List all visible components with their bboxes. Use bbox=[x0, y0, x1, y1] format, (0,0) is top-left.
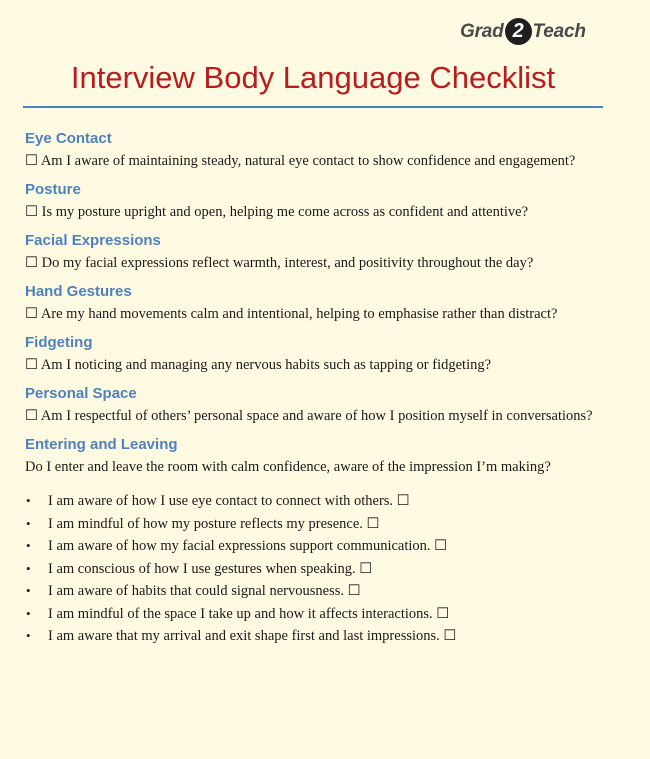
checklist-item: ☐ Am I respectful of others’ personal space and aware of how I position myself in conversations? bbox=[25, 408, 593, 424]
bullet-icon: • bbox=[26, 605, 31, 621]
checklist-item: ☐ Am I noticing and managing any nervous habits such as tapping or fidgeting? bbox=[25, 357, 492, 373]
title-divider bbox=[23, 106, 603, 108]
logo-circle-2: 2 bbox=[505, 18, 532, 45]
bullet-icon: • bbox=[26, 493, 31, 508]
section-eye-contact bbox=[25, 129, 625, 171]
list-item-text: I am aware that my arrival and exit shape first and last impressions. ☐ bbox=[48, 628, 457, 644]
checklist-item: ☐ Is my posture upright and open, helping me come across as confident and attentive? bbox=[25, 204, 529, 220]
section-posture bbox=[25, 180, 625, 222]
checklist-item: ☐ Do my facial expressions reflect warmth, interest, and positivity throughout the day? bbox=[25, 255, 534, 271]
section-entering-leaving bbox=[25, 435, 625, 648]
section-intro: Do I enter and leave the room with calm confidence, aware of the impression I’m making? bbox=[25, 459, 551, 475]
list-item bbox=[25, 558, 625, 581]
section-heading: Fidgeting bbox=[25, 334, 93, 351]
section-heading: Posture bbox=[25, 181, 81, 198]
page-title: Interview Body Language Checklist bbox=[70, 60, 556, 95]
list-item bbox=[25, 603, 625, 626]
bullet-icon: • bbox=[26, 515, 31, 531]
list-item-text: I am aware of habits that could signal nervousness. ☐ bbox=[48, 583, 361, 599]
list-item bbox=[25, 490, 625, 513]
logo-text-grad: Grad bbox=[460, 20, 504, 42]
bullet-icon: • bbox=[26, 583, 31, 598]
checklist-item: ☐ Are my hand movements calm and intentional, helping to emphasise rather than distract? bbox=[25, 306, 558, 322]
section-facial-expressions bbox=[25, 231, 625, 273]
section-personal-space bbox=[25, 384, 625, 426]
bullet-icon: • bbox=[26, 560, 31, 576]
section-heading: Eye Contact bbox=[25, 130, 112, 147]
list-item bbox=[25, 580, 625, 603]
list-item-text: I am mindful of the space I take up and how it affects interactions. ☐ bbox=[48, 605, 450, 622]
section-heading: Hand Gestures bbox=[25, 283, 132, 300]
grad2teach-logo bbox=[460, 18, 586, 45]
list-item-text: I am aware of how I use eye contact to connect with others. ☐ bbox=[48, 493, 410, 509]
bullet-icon: • bbox=[26, 628, 31, 643]
list-item-text: I am conscious of how I use gestures when speaking. ☐ bbox=[48, 560, 373, 577]
section-heading: Facial Expressions bbox=[25, 232, 161, 249]
bullet-list bbox=[25, 490, 625, 648]
list-item bbox=[25, 513, 625, 536]
section-heading: Entering and Leaving bbox=[25, 436, 178, 453]
list-item bbox=[25, 625, 625, 648]
checklist-content bbox=[25, 129, 625, 657]
list-item-text: I am mindful of how my posture reflects my presence. ☐ bbox=[48, 515, 380, 532]
list-item bbox=[25, 535, 625, 558]
bullet-icon: • bbox=[26, 538, 31, 553]
checklist-item: ☐ Am I aware of maintaining steady, natural eye contact to show confidence and engagement? bbox=[25, 153, 576, 169]
logo-text-teach: Teach bbox=[532, 20, 586, 42]
section-fidgeting bbox=[25, 333, 625, 375]
section-hand-gestures bbox=[25, 282, 625, 324]
section-heading: Personal Space bbox=[25, 385, 137, 402]
list-item-text: I am aware of how my facial expressions support communication. ☐ bbox=[48, 538, 448, 554]
